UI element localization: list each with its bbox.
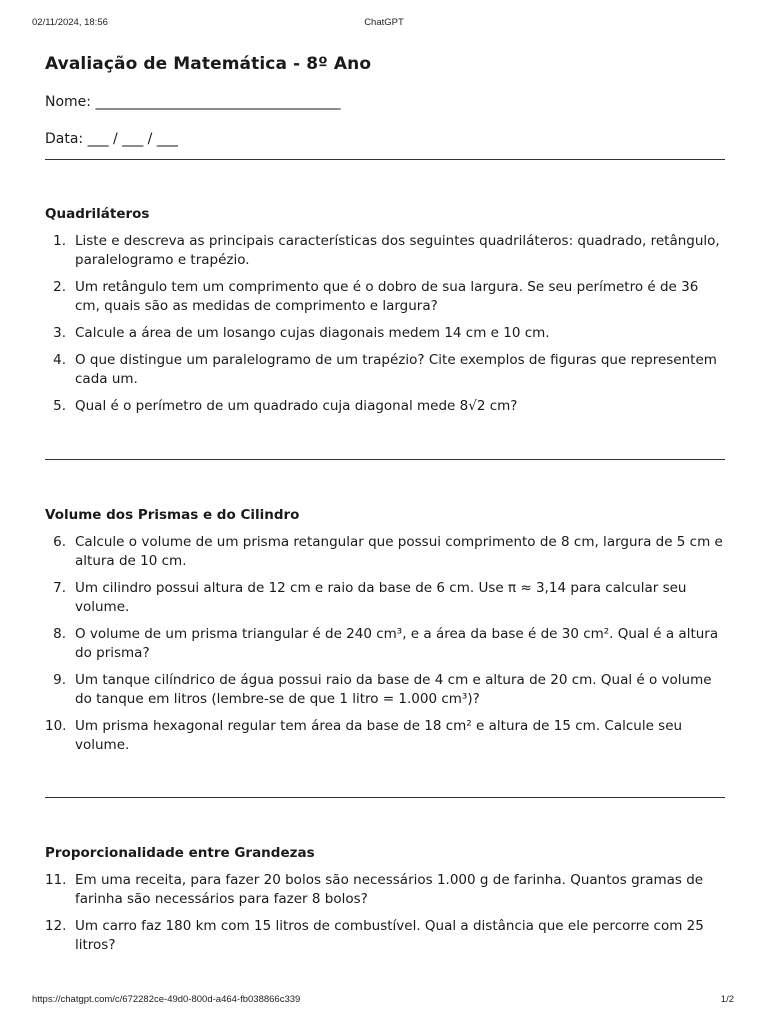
- print-title: ChatGPT: [364, 17, 404, 28]
- question-text: Um cilindro possui altura de 12 cm e raio da base de 6 cm. Use π ≈ 3,14 para calcular seu volume.: [75, 580, 687, 615]
- print-datetime: 02/11/2024, 18:56: [32, 17, 108, 28]
- question-number: 1.: [53, 233, 66, 249]
- question-number: 5.: [53, 398, 66, 414]
- question-text: Um carro faz 180 km com 15 litros de combustível. Qual a distância que ele percorre com 25 litros?: [75, 918, 704, 953]
- section-quadrilateros: [45, 205, 725, 416]
- question-text: Qual é o perímetro de um quadrado cuja diagonal mede 8√2 cm?: [75, 398, 518, 414]
- print-header: [32, 17, 736, 31]
- question-item: [45, 917, 725, 955]
- question-text: O volume de um prisma triangular é de 240 cm³, e a área da base é de 30 cm². Qual é a altura do prisma?: [75, 626, 719, 661]
- question-text: Calcule o volume de um prisma retangular que possui comprimento de 8 cm, largura de 5 cm e altura de 10 cm.: [75, 534, 723, 569]
- question-item: [45, 579, 725, 617]
- page-number: 1/2: [720, 994, 734, 1005]
- question-list: [45, 871, 725, 955]
- question-number: 12.: [45, 918, 67, 934]
- question-number: 4.: [53, 352, 66, 368]
- question-number: 11.: [45, 872, 67, 888]
- question-item: [45, 324, 725, 343]
- section-volume: [45, 506, 725, 755]
- print-footer: [32, 994, 736, 1008]
- question-number: 8.: [53, 626, 66, 642]
- page-title: Avaliação de Matemática - 8º Ano: [45, 54, 372, 74]
- section-proporcionalidade: [45, 844, 725, 955]
- section-heading: Quadriláteros: [45, 206, 150, 222]
- question-number: 6.: [53, 534, 66, 550]
- question-number: 3.: [53, 325, 66, 341]
- question-list: [45, 533, 725, 755]
- question-number: 9.: [53, 672, 66, 688]
- question-item: [45, 278, 725, 316]
- question-item: [45, 671, 725, 709]
- question-item: [45, 717, 725, 755]
- divider: [45, 797, 725, 798]
- question-item: [45, 232, 725, 270]
- question-text: Um retângulo tem um comprimento que é o dobro de sua largura. Se seu perímetro é de 36 cm, quais são as medidas de comprimento e largura?: [75, 279, 699, 314]
- section-heading: Proporcionalidade entre Grandezas: [45, 845, 315, 861]
- question-list: [45, 232, 725, 416]
- question-text: Em uma receita, para fazer 20 bolos são necessários 1.000 g de farinha. Quantos gramas de farinha são necessários para fazer 8 bolos?: [75, 872, 704, 907]
- question-text: Liste e descreva as principais características dos seguintes quadriláteros: quadrado, retângulo, paralelogramo e trapézio.: [75, 233, 720, 268]
- question-item: [45, 351, 725, 389]
- divider: [45, 159, 725, 160]
- name-field: Nome: ___________________________________: [45, 94, 341, 110]
- section-heading: Volume dos Prismas e do Cilindro: [45, 507, 300, 523]
- print-url[interactable]: https://chatgpt.com/c/672282ce-49d0-800d-a464-fb038866c339: [32, 994, 301, 1005]
- question-item: [45, 871, 725, 909]
- date-field: Data: ___ / ___ / ___: [45, 131, 178, 147]
- question-text: Calcule a área de um losango cujas diagonais medem 14 cm e 10 cm.: [75, 325, 550, 341]
- question-item: [45, 397, 725, 416]
- divider: [45, 459, 725, 460]
- question-number: 10.: [45, 718, 67, 734]
- question-item: [45, 533, 725, 571]
- question-number: 7.: [53, 580, 66, 596]
- question-text: Um tanque cilíndrico de água possui raio da base de 4 cm e altura de 20 cm. Qual é o volume do tanque em litros (lembre-se de que 1 litro = 1.000 cm³)?: [75, 672, 712, 707]
- question-item: [45, 625, 725, 663]
- question-number: 2.: [53, 279, 66, 295]
- question-text: O que distingue um paralelogramo de um trapézio? Cite exemplos de figuras que representem cada um.: [75, 352, 717, 387]
- question-text: Um prisma hexagonal regular tem área da base de 18 cm² e altura de 15 cm. Calcule seu volume.: [75, 718, 683, 753]
